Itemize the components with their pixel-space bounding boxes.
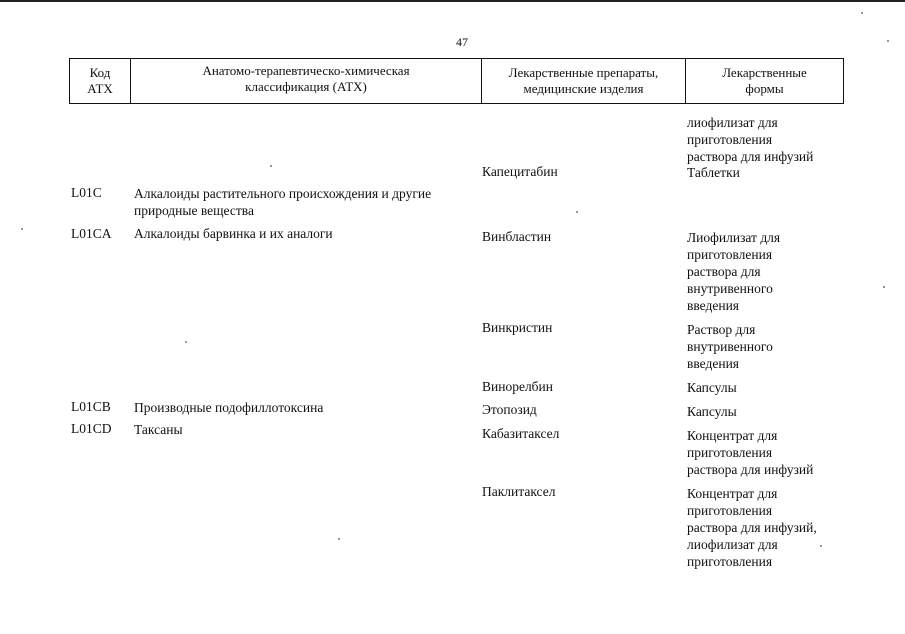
header-code: Код АТХ bbox=[70, 59, 131, 103]
scan-speck bbox=[883, 286, 885, 288]
row-1-form: Таблетки bbox=[687, 165, 740, 180]
scan-speck bbox=[887, 40, 889, 42]
scan-speck bbox=[576, 211, 578, 213]
row-7-form: Концентрат для приготовления раствора для инфузий bbox=[687, 428, 814, 477]
page-number: 47 bbox=[456, 35, 468, 49]
row-3-code: L01CA bbox=[71, 226, 112, 241]
row-6-code: L01CB bbox=[71, 399, 111, 414]
row-4-form: Раствор для внутривенного введения bbox=[687, 322, 773, 371]
scan-speck bbox=[270, 165, 272, 167]
scan-speck bbox=[820, 545, 822, 547]
header-forms: Лекарственные формы bbox=[722, 65, 807, 96]
row-7-drug: Кабазитаксел bbox=[482, 426, 560, 441]
row-3-form: Лиофилизат для приготовления раствора для внутривенного введения bbox=[687, 230, 781, 313]
row-8-form: Концентрат для приготовления раствора для инфузий, лиофилизат для приготовления bbox=[687, 486, 817, 569]
row-6-classification: Производные подофиллотоксина bbox=[134, 400, 324, 415]
row-4-drug: Винкристин bbox=[482, 320, 553, 335]
row-3-drug: Винбластин bbox=[482, 229, 552, 244]
row-0-form: лиофилизат для приготовления раствора для инфузий bbox=[687, 115, 814, 164]
scan-speck bbox=[861, 12, 863, 14]
row-7-classification: Таксаны bbox=[134, 422, 183, 437]
header-drugs: Лекарственные препараты, медицинские изделия bbox=[482, 59, 686, 103]
top-rule bbox=[0, 0, 905, 2]
row-3-classification: Алкалоиды барвинка и их аналоги bbox=[134, 226, 333, 241]
table-header bbox=[69, 58, 844, 104]
row-7-code: L01CD bbox=[71, 421, 112, 436]
row-2-classification: Алкалоиды растительного происхождения и другие природные вещества bbox=[134, 186, 432, 218]
row-2-code: L01C bbox=[71, 185, 102, 200]
row-6-form: Капсулы bbox=[687, 404, 737, 419]
header-classification: Анатомо-терапевтическо-химическая классификация (АТХ) bbox=[131, 59, 482, 103]
row-1-drug: Капецитабин bbox=[482, 164, 558, 179]
row-5-drug: Винорелбин bbox=[482, 379, 554, 394]
row-5-form: Капсулы bbox=[687, 380, 737, 395]
row-6-drug: Этопозид bbox=[482, 402, 537, 417]
scan-speck bbox=[21, 228, 23, 230]
scan-speck bbox=[185, 341, 187, 343]
scan-speck bbox=[338, 538, 340, 540]
row-8-drug: Паклитаксел bbox=[482, 484, 556, 499]
